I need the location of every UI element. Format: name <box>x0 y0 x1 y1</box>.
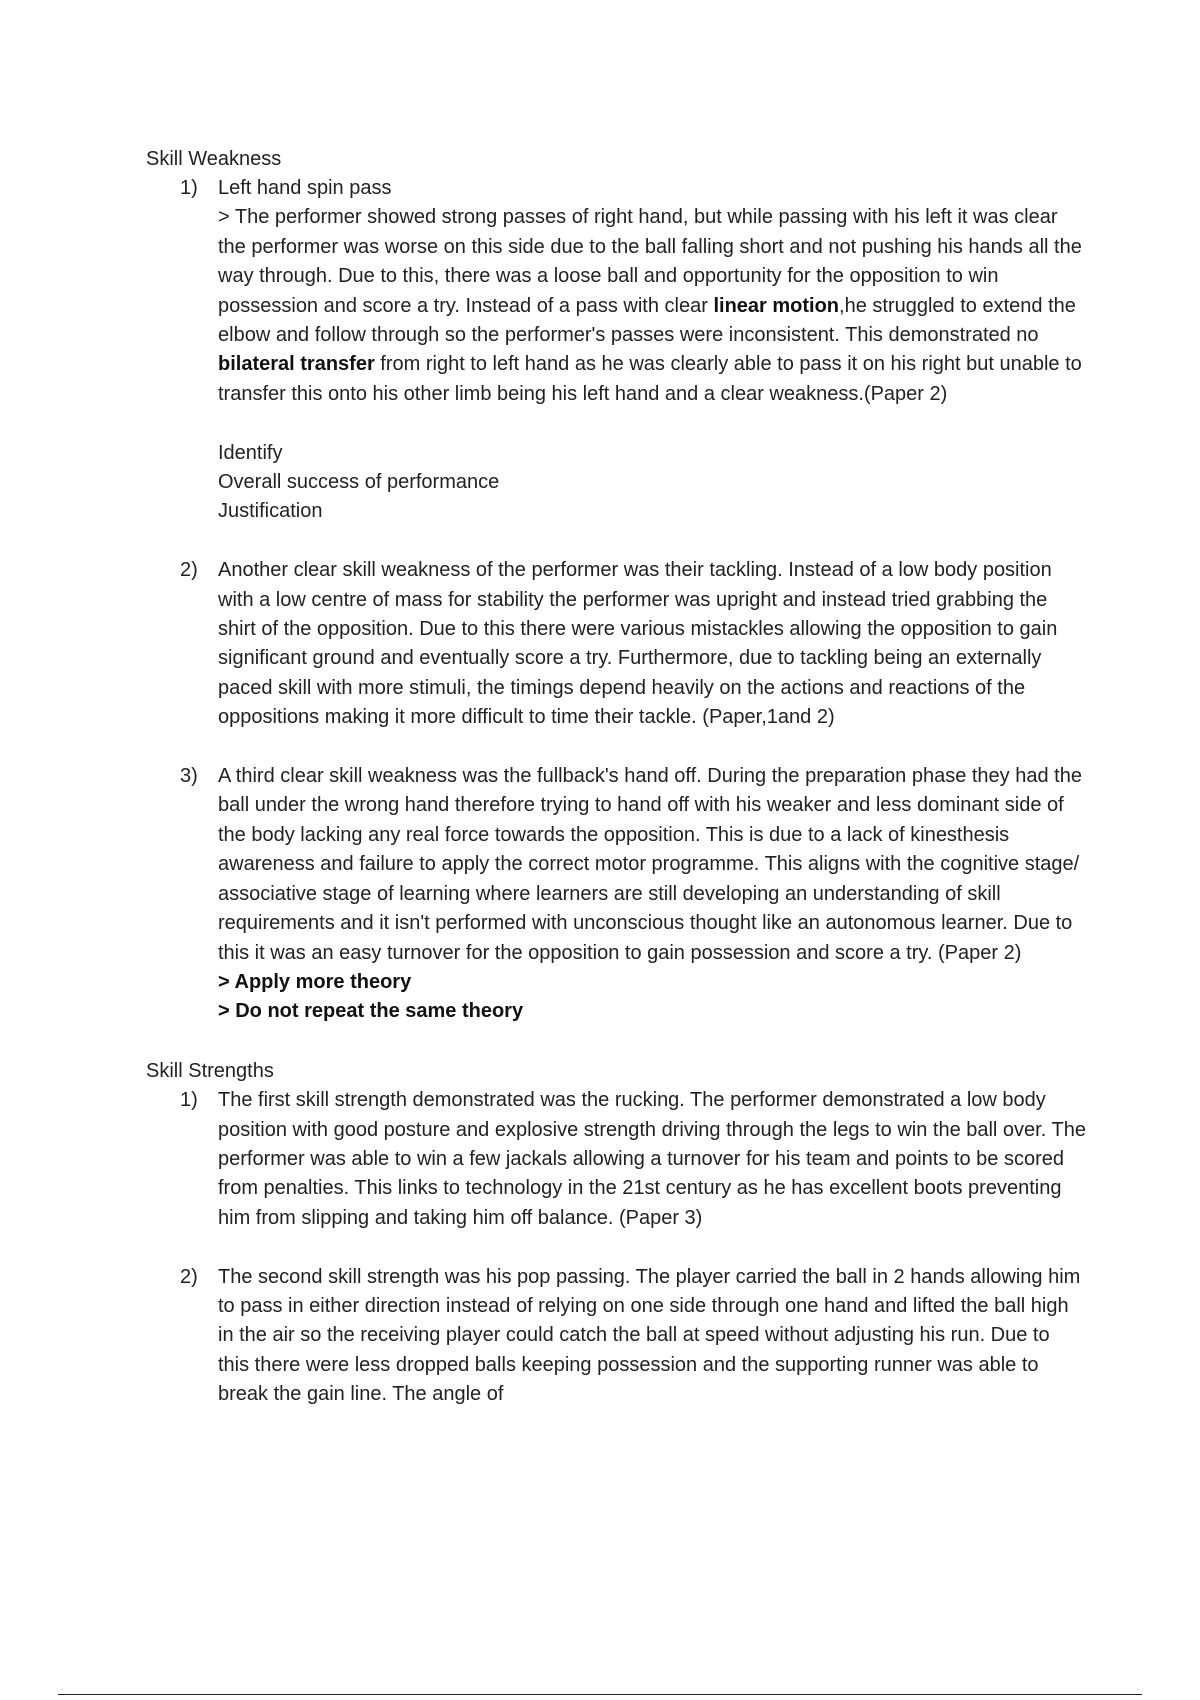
item-paragraph: The first skill strength demonstrated was the rucking. The performer demonstrated a low body position with good posture and explosive strength driving through the legs to win the ball over. The performer was able to win a few jackals allowing a turnover for his team and points to be scored from penalties. This links to technology in the 21st century as he has excellent boots preventing him from slipping and taking him off balance. (Paper 3) <box>218 1089 1086 1229</box>
item-number: 1) <box>180 1089 198 1112</box>
strength-item-2 <box>146 1263 1086 1410</box>
note-line: Identify <box>218 441 283 464</box>
bold-term: bilateral transfer <box>218 353 375 376</box>
item-paragraph: The second skill strength was his pop passing. The player carried the ball in 2 hands allowing him to pass in either direction instead of relying on one side through one hand and lifted the ball high in the air so the receiving player could catch the ball at speed without adjusting his run. Due to this there were less dropped balls keeping possession and the supporting runner was able to break the gain line. The angle of <box>218 1265 1081 1406</box>
strength-item-1 <box>146 1086 1086 1233</box>
item-paragraph <box>218 203 1086 409</box>
item-number: 1) <box>180 177 198 199</box>
text-run: ,he struggled to extend the elbow and follow through so the performer's passes were inconsistent. This demonstrated no <box>218 294 1076 347</box>
section-title-weakness: Skill Weakness <box>146 148 282 170</box>
item-number: 2) <box>180 1265 198 1288</box>
item-heading: Left hand spin pass <box>218 177 392 199</box>
page-bottom-rule <box>58 1694 1142 1695</box>
bold-note: > Apply more theory <box>218 970 412 993</box>
item-paragraph: Another clear skill weakness of the performer was their tackling. Instead of a low body position with a low centre of mass for stability the performer was upright and instead tried grabbing the shirt of the opposition. Due to this there were various mistackles allowing the opposition to gain significant ground and eventually score a try. Furthermore, due to tackling being an externally paced skill with more stimuli, the timings depend heavily on the actions and reactions of the oppositions making it more difficult to time their tackle. (Paper,1and 2) <box>218 559 1058 729</box>
bold-term: linear motion <box>713 294 840 317</box>
weakness-item-3 <box>146 762 1086 1027</box>
bold-note: > Do not repeat the same theory <box>218 1000 524 1023</box>
item-number: 2) <box>180 559 198 582</box>
document-page <box>146 144 1086 1410</box>
note-line: Justification <box>218 500 323 523</box>
text-run: > The performer showed strong passes of right hand, but while passing with his left it was clear the performer was worse on this side due to the ball falling short and not pushing his hands all the way through. Due to this, there was a loose ball and opportunity for the opposition to win possession and score a try. Instead of a pass with clear <box>218 206 1082 317</box>
item-number: 3) <box>180 765 198 788</box>
weakness-item-2 <box>146 556 1086 732</box>
note-line: Overall success of performance <box>218 471 500 494</box>
weakness-item-1 <box>146 174 1086 527</box>
text-run: from right to left hand as he was clearly able to pass it on his right but unable to transfer this onto his other limb being his left hand and a clear weakness.(Paper 2) <box>218 353 1082 405</box>
item-paragraph: A third clear skill weakness was the fullback's hand off. During the preparation phase they had the ball under the wrong hand therefore trying to hand off with his weaker and less dominant side of the body lacking any real force towards the opposition. This is due to a lack of kinesthesis awareness and failure to apply the correct motor programme. This aligns with the cognitive stage/ associative stage of learning where learners are still developing an understanding of skill requirements and it isn't performed with unconscious thought like an autonomous learner. Due to this it was an easy turnover for the opposition to gain possession and score a try. (Paper 2) <box>218 765 1082 964</box>
section-title-strengths: Skill Strengths <box>146 1060 274 1083</box>
